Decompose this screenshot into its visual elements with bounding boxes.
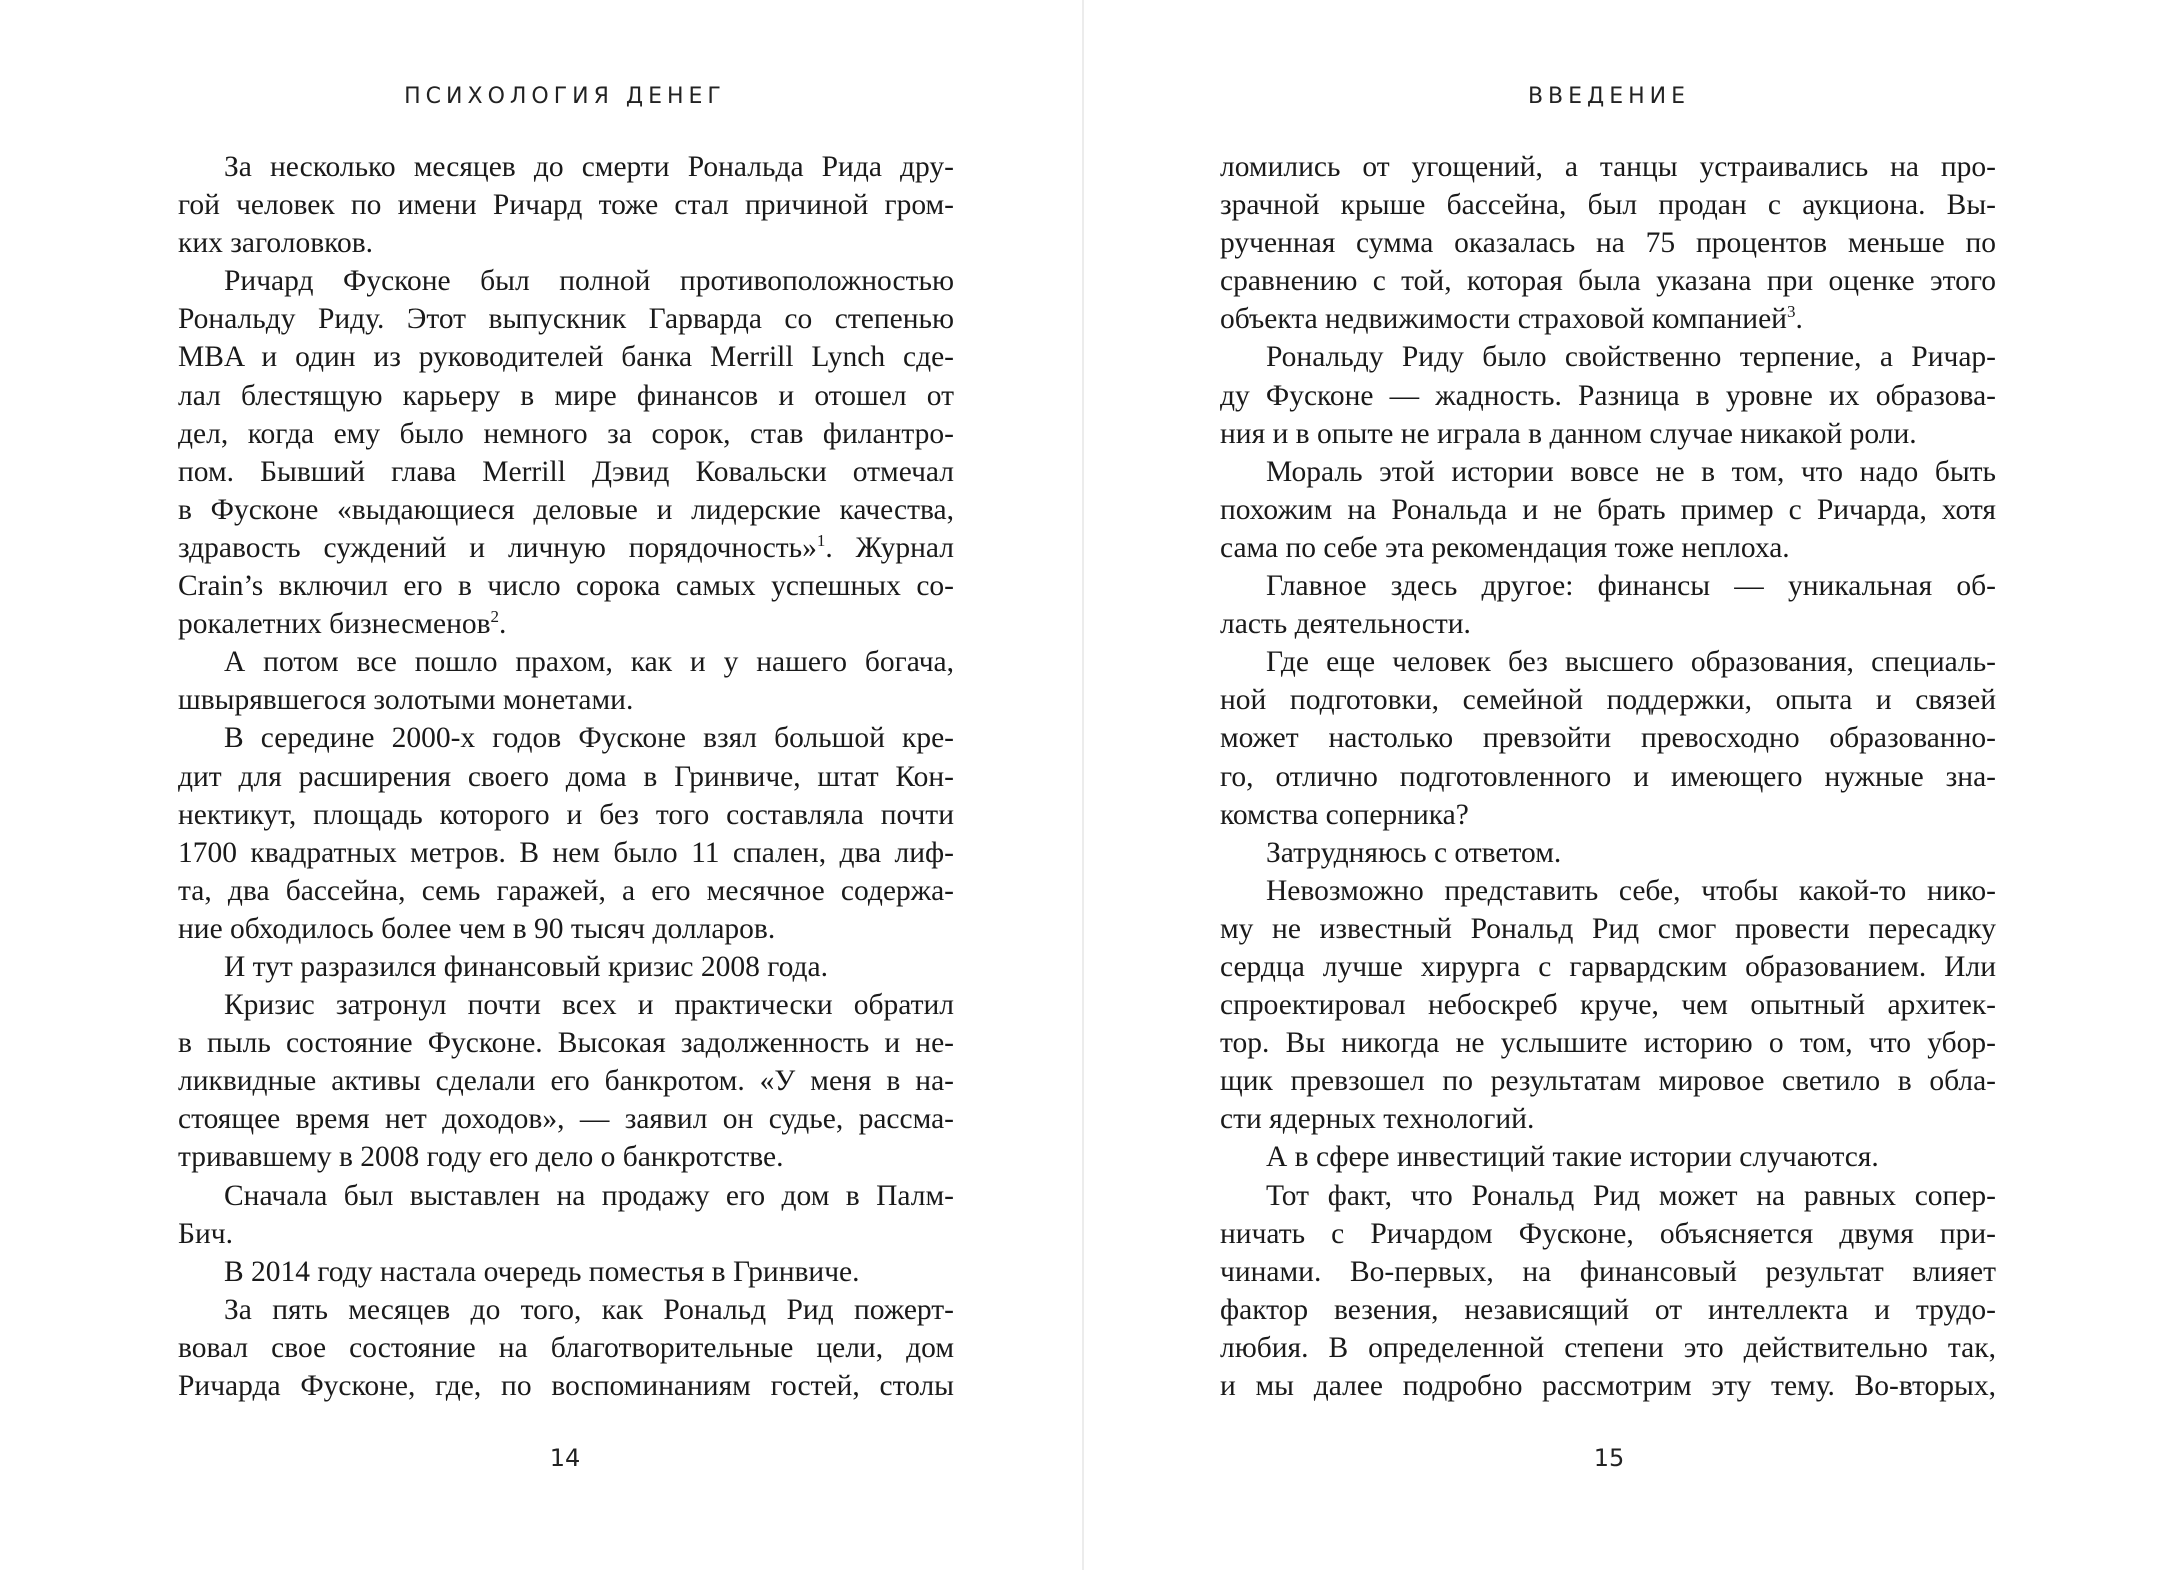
text-line: стоящее время нет доходов», — заявил он судье, рассма- [178, 1103, 954, 1136]
text-line: комства соперника? [1220, 798, 1469, 831]
text-line: В 2014 году настала очередь поместья в Гринвиче. [224, 1255, 860, 1288]
right-body-text [1220, 148, 1996, 1405]
text-line: чинами. Во-первых, на финансовый результат влияет [1220, 1255, 1996, 1288]
text-line: сама по себе эта рекомендация тоже неплоха. [1220, 531, 1790, 564]
text-line: И тут разразился финансовый кризис 2008 года. [224, 950, 828, 983]
text-line: сердца лучше хирурга с гарвардским образованием. Или [1220, 950, 1996, 983]
text-line: ния и в опыте не играла в данном случае никакой роли. [1220, 417, 1917, 450]
text-line: в Фусконе «выдающиеся деловые и лидерские качества, [178, 493, 954, 526]
text-line: MBA и один из руководителей банка Merrill Lynch сде- [178, 341, 954, 374]
text-line: может настолько превзойти превосходно образованно- [1220, 722, 1996, 755]
footnote-marker: 2 [490, 607, 500, 627]
text-line: похожим на Рональда и не брать пример с Ричарда, хотя [1220, 493, 1996, 526]
text-line: гой человек по имени Ричард тоже стал причиной гром- [178, 189, 954, 222]
text-line: го, отлично подготовленного и имеющего нужные зна- [1220, 760, 1996, 793]
page-number-left: 14 [549, 1444, 581, 1472]
text-line: Ричарда Фусконе, где, по воспоминаниям гостей, столы [178, 1370, 954, 1402]
text-line: му не известный Рональд Рид смог провести пересадку [1220, 912, 1996, 945]
text-line: здравость суждений и личную порядочность»$^1$. Журнал [178, 531, 954, 564]
text-line: За пять месяцев до того, как Рональд Рид пожерт- [224, 1293, 954, 1326]
text-line: вовал свое состояние на благотворительные цели, дом [178, 1331, 954, 1364]
text-line: Невозможно представить себе, чтобы какой-то нико- [1266, 874, 1996, 907]
text-line: А потом все пошло прахом, как и у нашего богача, [224, 646, 954, 679]
text-line: ликвидные активы сделали его банкротом. «У меня в на- [178, 1065, 954, 1098]
text-line: объекта недвижимости страховой компанией$^3$. [1220, 302, 1803, 336]
text-line: лал блестящую карьеру в мире финансов и отошел от [178, 379, 954, 412]
text-line: тор. Вы никогда не услышите историю о том, что убор- [1220, 1027, 1996, 1060]
text-line: фактор везения, независящий от интеллекта и трудо- [1220, 1293, 1996, 1326]
text-line: ломились от угощений, а танцы устраивались на про- [1220, 151, 1996, 183]
text-line: Crain’s включил его в число сорока самых успешных со- [178, 570, 954, 603]
text-line: ду Фусконе — жадность. Разница в уровне их образова- [1220, 379, 1996, 412]
text-line: в пыль состояние Фусконе. Высокая задолженность и не- [178, 1027, 954, 1060]
text-line: Бич. [178, 1217, 233, 1250]
text-line: ной подготовки, семейной поддержки, опыта и связей [1220, 684, 1996, 717]
running-head-right: ВВЕДЕНИЕ [1527, 84, 1691, 109]
right-page [1084, 0, 2171, 1570]
text-line: Затрудняюсь с ответом. [1266, 836, 1562, 869]
text-line: ких заголовков. [178, 227, 374, 260]
page-number-right: 15 [1593, 1444, 1625, 1472]
text-line: В середине 2000-х годов Фусконе взял большой кре- [224, 722, 954, 755]
text-line: Рональду Риду было свойственно терпение, а Ричар- [1266, 341, 1996, 374]
text-line: тривавшему в 2008 году его дело о банкротстве. [178, 1141, 784, 1174]
text-line: та, два бассейна, семь гаражей, а его месячное содержа- [178, 874, 954, 907]
text-line: и мы далее подробно рассмотрим эту тему. Во-вторых, [1220, 1370, 1996, 1402]
footnote-marker: 1 [816, 531, 826, 551]
text-line: сти ядерных технологий. [1220, 1103, 1535, 1136]
text-line: рокалетних бизнесменов$^2$. [178, 607, 507, 641]
text-line: ние обходилось более чем в 90 тысяч долларов. [178, 912, 776, 945]
text-line: любия. В определенной степени это действительно так, [1220, 1331, 1996, 1364]
running-head-left: ПСИХОЛОГИЯ ДЕНЕГ [404, 84, 726, 109]
left-body-text [178, 148, 954, 1405]
text-line: дел, когда ему было немного за сорок, став филантро- [178, 417, 954, 450]
text-line: сравнению с той, которая была указана при оценке этого [1220, 265, 1996, 298]
text-line: За несколько месяцев до смерти Рональда Рида дру- [224, 151, 954, 183]
text-line: Рональду Риду. Этот выпускник Гарварда со степенью [178, 303, 954, 336]
text-line: Мораль этой истории вовсе не в том, что надо быть [1266, 455, 1996, 488]
text-line: Главное здесь другое: финансы — уникальная об- [1266, 570, 1996, 603]
text-line: Где еще человек без высшего образования, специаль- [1266, 646, 1996, 679]
text-line: ласть деятельности. [1220, 608, 1471, 641]
text-line: Ричард Фусконе был полной противоположностью [224, 265, 954, 298]
text-line: Тот факт, что Рональд Рид может на равных сопер- [1266, 1179, 1996, 1212]
text-line: швырявшегося золотыми монетами. [178, 684, 634, 717]
text-line: щик превзошел по результатам мировое светило в обла- [1220, 1065, 1996, 1098]
text-line: нектикут, площадь которого и без того составляла почти [178, 798, 954, 831]
text-line: А в сфере инвестиций такие истории случаются. [1266, 1141, 1879, 1174]
footnote-marker: 3 [1786, 302, 1796, 322]
text-line: 1700 квадратных метров. В нем было 11 спален, два лиф- [178, 836, 954, 869]
text-line: спроектировал небоскреб круче, чем опытный архитек- [1220, 989, 1996, 1022]
text-line: Кризис затронул почти всех и практически обратил [224, 989, 954, 1022]
text-line: пом. Бывший глава Merrill Дэвид Ковальски отмечал [178, 455, 954, 488]
text-line: рученная сумма оказалась на 75 процентов меньше по [1220, 227, 1996, 260]
text-line: ничать с Ричардом Фусконе, объясняется двумя при- [1220, 1217, 1996, 1250]
text-line: дит для расширения своего дома в Гринвиче, штат Кон- [178, 760, 954, 793]
left-page [0, 0, 1082, 1570]
text-line: зрачной крыше бассейна, был продан с аукциона. Вы- [1220, 189, 1996, 222]
text-line: Сначала был выставлен на продажу его дом в Палм- [224, 1179, 954, 1212]
